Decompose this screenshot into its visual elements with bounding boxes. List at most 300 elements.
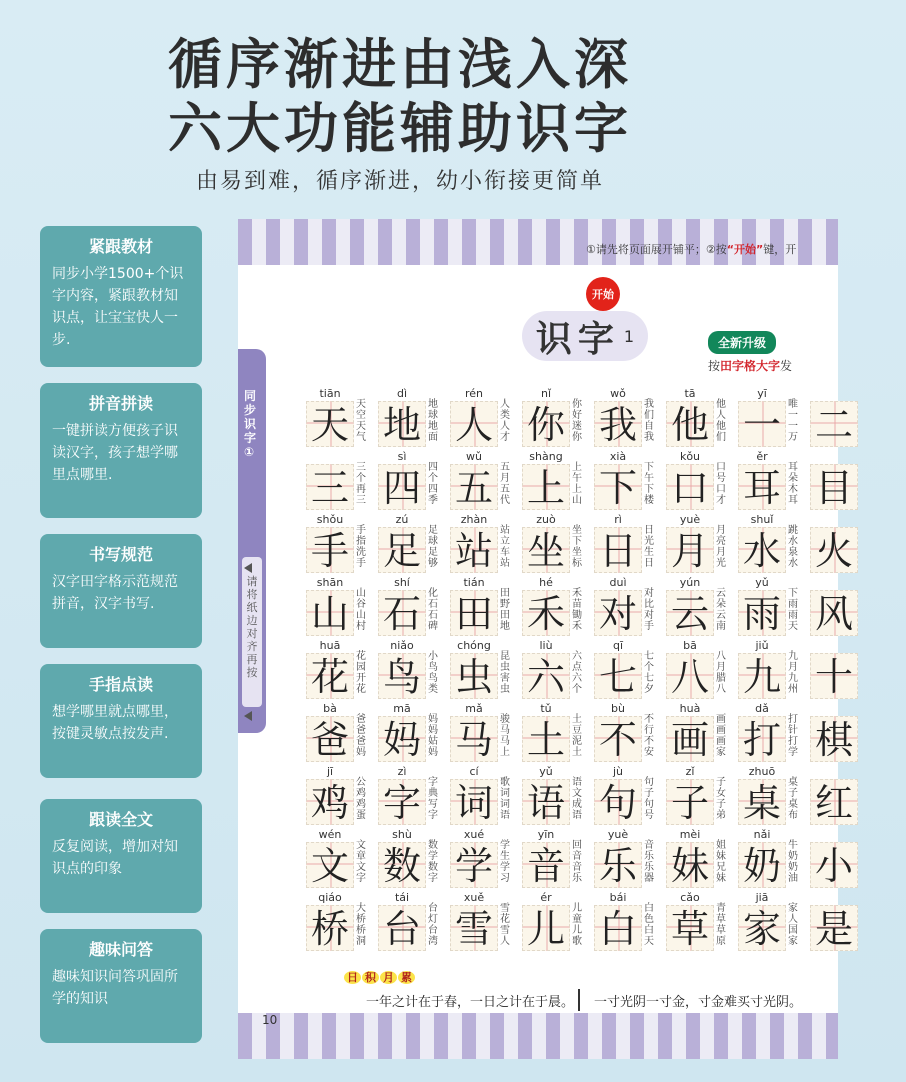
char-cell[interactable] — [738, 450, 804, 513]
char-cell[interactable] — [450, 450, 516, 513]
character[interactable]: 站 — [450, 527, 498, 573]
word[interactable]: 手指 — [356, 525, 366, 547]
character[interactable]: 人 — [450, 401, 498, 447]
char-cell[interactable] — [594, 450, 660, 513]
headline-line-1: 循序渐进由浅入深 — [168, 33, 632, 96]
word[interactable]: 四个 — [428, 462, 438, 484]
proverb[interactable]: 一年之计在于春，一日之计在于晨。 — [366, 995, 575, 1010]
char-cell[interactable] — [306, 828, 372, 891]
character[interactable]: 音 — [522, 842, 570, 888]
word[interactable]: 地面 — [428, 421, 438, 443]
char-cell[interactable] — [450, 576, 516, 639]
word[interactable]: 下雨 — [788, 588, 798, 610]
char-cell[interactable] — [594, 576, 660, 639]
pinyin: yǔ — [539, 765, 553, 778]
word[interactable]: 跳水 — [788, 525, 798, 547]
word[interactable]: 三个 — [356, 462, 366, 484]
word[interactable]: 文章 — [356, 840, 366, 862]
word[interactable]: 禾苗 — [572, 588, 582, 610]
word[interactable]: 小鸟 — [428, 651, 438, 673]
word[interactable]: 锄禾 — [572, 610, 582, 632]
char-cell[interactable] — [306, 702, 372, 765]
feature-card — [40, 664, 202, 778]
word[interactable]: 字典 — [428, 777, 438, 799]
char-cell[interactable] — [810, 387, 876, 450]
word[interactable]: 上山 — [572, 484, 582, 506]
char-cell[interactable] — [522, 702, 588, 765]
char-cell[interactable] — [306, 891, 372, 954]
character[interactable]: 儿 — [522, 905, 570, 951]
character[interactable]: 花 — [306, 653, 354, 699]
char-cell[interactable] — [450, 513, 516, 576]
character[interactable]: 十 — [810, 653, 858, 699]
character[interactable]: 风 — [810, 590, 858, 636]
char-cell[interactable] — [450, 765, 516, 828]
word[interactable]: 妈妈 — [428, 714, 438, 736]
character[interactable]: 马 — [450, 716, 498, 762]
char-cell[interactable] — [738, 828, 804, 891]
word[interactable]: 姑妈 — [428, 736, 438, 758]
char-cell[interactable] — [306, 639, 372, 702]
char-cell[interactable] — [810, 576, 876, 639]
char-cell[interactable] — [522, 639, 588, 702]
feature-card — [40, 534, 202, 648]
word[interactable]: 音乐 — [644, 840, 654, 862]
char-cell[interactable] — [738, 765, 804, 828]
headline-line-2: 六大功能辅助识字 — [168, 97, 632, 160]
char-cell[interactable] — [594, 891, 660, 954]
word[interactable]: 台湾 — [428, 925, 438, 947]
word[interactable]: 你好 — [572, 399, 582, 421]
character[interactable]: 四 — [378, 464, 426, 510]
word[interactable]: 爸妈 — [356, 736, 366, 758]
word[interactable]: 化石 — [428, 588, 438, 610]
word[interactable]: 七夕 — [644, 673, 654, 695]
word[interactable]: 洗手 — [356, 547, 366, 569]
char-cell[interactable] — [522, 513, 588, 576]
word[interactable]: 唯一 — [788, 399, 798, 421]
character[interactable]: 地 — [378, 401, 426, 447]
upgrade-note-text: 按 — [708, 359, 721, 373]
char-cell[interactable] — [738, 387, 804, 450]
word[interactable]: 青草 — [716, 903, 726, 925]
character[interactable]: 你 — [522, 401, 570, 447]
char-cell[interactable] — [810, 828, 876, 891]
word[interactable]: 泥土 — [572, 736, 582, 758]
character[interactable]: 耳 — [738, 464, 786, 510]
word[interactable]: 文字 — [356, 862, 366, 884]
word[interactable]: 九月 — [788, 651, 798, 673]
word[interactable]: 车站 — [500, 547, 510, 569]
word[interactable]: 生日 — [644, 547, 654, 569]
char-cell[interactable] — [666, 639, 732, 702]
character[interactable]: 对 — [594, 590, 642, 636]
word[interactable]: 五代 — [500, 484, 510, 506]
word[interactable]: 坐下 — [572, 525, 582, 547]
word[interactable]: 骏马 — [500, 714, 510, 736]
word[interactable]: 音乐 — [572, 862, 582, 884]
character[interactable]: 棋 — [810, 716, 858, 762]
char-cell[interactable] — [810, 765, 876, 828]
character[interactable]: 是 — [810, 905, 858, 951]
character[interactable]: 二 — [810, 401, 858, 447]
char-cell[interactable] — [378, 891, 444, 954]
word[interactable]: 鸟类 — [428, 673, 438, 695]
word[interactable]: 开花 — [356, 673, 366, 695]
char-cell[interactable] — [810, 513, 876, 576]
char-cell[interactable] — [666, 828, 732, 891]
character[interactable]: 雨 — [738, 590, 786, 636]
character[interactable]: 七 — [594, 653, 642, 699]
character[interactable]: 日 — [594, 527, 642, 573]
character[interactable]: 家 — [738, 905, 786, 951]
character[interactable]: 他 — [666, 401, 714, 447]
pinyin: cí — [469, 765, 479, 778]
word[interactable]: 花园 — [356, 651, 366, 673]
word-list — [356, 651, 372, 695]
word[interactable]: 人才 — [500, 421, 510, 443]
character[interactable]: 云 — [666, 590, 714, 636]
word[interactable]: 一万 — [788, 421, 798, 443]
char-cell[interactable] — [810, 891, 876, 954]
word[interactable]: 桌子 — [788, 777, 798, 799]
character[interactable]: 雪 — [450, 905, 498, 951]
pinyin: huà — [679, 702, 701, 715]
char-cell[interactable] — [594, 765, 660, 828]
character[interactable]: 火 — [810, 527, 858, 573]
character[interactable]: 乐 — [594, 842, 642, 888]
word[interactable]: 歌词 — [500, 777, 510, 799]
character[interactable]: 小 — [810, 842, 858, 888]
char-cell[interactable] — [522, 765, 588, 828]
char-cell[interactable] — [522, 387, 588, 450]
word[interactable]: 画家 — [716, 736, 726, 758]
word[interactable]: 学生 — [500, 840, 510, 862]
word[interactable]: 不安 — [644, 736, 654, 758]
daily-tag-char: 积 — [362, 971, 379, 984]
character[interactable]: 词 — [450, 779, 498, 825]
word[interactable]: 学习 — [500, 862, 510, 884]
word[interactable]: 草原 — [716, 925, 726, 947]
word[interactable]: 迷你 — [572, 421, 582, 443]
char-cell[interactable] — [738, 639, 804, 702]
character[interactable]: 句 — [594, 779, 642, 825]
char-cell[interactable] — [306, 513, 372, 576]
word[interactable]: 木耳 — [788, 484, 798, 506]
character[interactable]: 足 — [378, 527, 426, 573]
word[interactable]: 口才 — [716, 484, 726, 506]
pinyin: chóng — [457, 639, 491, 652]
word[interactable]: 耳朵 — [788, 462, 798, 484]
word[interactable]: 乐器 — [644, 862, 654, 884]
word-list — [644, 399, 660, 443]
character[interactable]: 台 — [378, 905, 426, 951]
char-cell[interactable] — [666, 891, 732, 954]
character[interactable]: 水 — [738, 527, 786, 573]
char-cell[interactable] — [378, 450, 444, 513]
start-button[interactable]: 开始 — [586, 277, 620, 311]
word[interactable]: 足球 — [428, 525, 438, 547]
character[interactable]: 天 — [306, 401, 354, 447]
char-cell[interactable] — [666, 513, 732, 576]
character[interactable]: 月 — [666, 527, 714, 573]
word-list — [788, 777, 804, 821]
word[interactable]: 牛奶 — [788, 840, 798, 862]
word[interactable]: 石碑 — [428, 610, 438, 632]
char-cell[interactable] — [738, 891, 804, 954]
word[interactable]: 对比 — [644, 588, 654, 610]
word[interactable]: 回音 — [572, 840, 582, 862]
word[interactable]: 六个 — [572, 673, 582, 695]
character[interactable]: 山 — [306, 590, 354, 636]
word[interactable]: 昆虫 — [500, 651, 510, 673]
character[interactable]: 禾 — [522, 590, 570, 636]
word[interactable]: 公鸡 — [356, 777, 366, 799]
word[interactable]: 桌布 — [788, 799, 798, 821]
char-cell[interactable] — [522, 450, 588, 513]
instruction-text-2: 键，开 — [763, 243, 797, 256]
char-cell[interactable] — [378, 702, 444, 765]
lesson-number: 1 — [623, 326, 635, 346]
character[interactable]: 鸡 — [306, 779, 354, 825]
word[interactable]: 白色 — [644, 903, 654, 925]
word[interactable]: 桥洞 — [356, 925, 366, 947]
char-cell[interactable] — [450, 639, 516, 702]
char-cell[interactable] — [666, 576, 732, 639]
character[interactable]: 桥 — [306, 905, 354, 951]
char-cell[interactable] — [522, 891, 588, 954]
word[interactable]: 句号 — [644, 799, 654, 821]
char-cell[interactable] — [810, 450, 876, 513]
char-cell[interactable] — [450, 387, 516, 450]
word[interactable]: 六点 — [572, 651, 582, 673]
word[interactable]: 兄妹 — [716, 862, 726, 884]
word[interactable]: 地球 — [428, 399, 438, 421]
word[interactable]: 四季 — [428, 484, 438, 506]
character[interactable]: 妈 — [378, 716, 426, 762]
word[interactable]: 雪花 — [500, 903, 510, 925]
word[interactable]: 白天 — [644, 925, 654, 947]
character[interactable]: 学 — [450, 842, 498, 888]
word[interactable]: 对手 — [644, 610, 654, 632]
word[interactable]: 月亮 — [716, 525, 726, 547]
word[interactable]: 数学 — [428, 840, 438, 862]
word[interactable]: 子女 — [716, 777, 726, 799]
char-cell[interactable] — [594, 828, 660, 891]
char-cell[interactable] — [378, 513, 444, 576]
word[interactable]: 爸爸 — [356, 714, 366, 736]
character[interactable]: 爸 — [306, 716, 354, 762]
character[interactable]: 八 — [666, 653, 714, 699]
character[interactable]: 一 — [738, 401, 786, 447]
upgrade-note-red: 田字格大字 — [720, 359, 781, 373]
character[interactable]: 虫 — [450, 653, 498, 699]
pinyin: shàng — [529, 450, 563, 463]
character[interactable]: 打 — [738, 716, 786, 762]
word[interactable]: 云朵 — [716, 588, 726, 610]
char-cell[interactable] — [306, 387, 372, 450]
word[interactable]: 日光 — [644, 525, 654, 547]
word[interactable]: 他们 — [716, 421, 726, 443]
word[interactable]: 坐标 — [572, 547, 582, 569]
word[interactable]: 数字 — [428, 862, 438, 884]
char-cell[interactable] — [450, 891, 516, 954]
word[interactable]: 山谷 — [356, 588, 366, 610]
character[interactable]: 桌 — [738, 779, 786, 825]
char-cell[interactable] — [738, 576, 804, 639]
character[interactable]: 目 — [810, 464, 858, 510]
arrow-left-icon — [244, 711, 252, 721]
character[interactable]: 九 — [738, 653, 786, 699]
character[interactable]: 五 — [450, 464, 498, 510]
word[interactable]: 人类 — [500, 399, 510, 421]
character[interactable]: 红 — [810, 779, 858, 825]
character[interactable]: 文 — [306, 842, 354, 888]
word[interactable]: 不行 — [644, 714, 654, 736]
word[interactable]: 大桥 — [356, 903, 366, 925]
word[interactable]: 八月 — [716, 651, 726, 673]
char-cell[interactable] — [594, 702, 660, 765]
character[interactable]: 三 — [306, 464, 354, 510]
word[interactable]: 山村 — [356, 610, 366, 632]
character[interactable]: 子 — [666, 779, 714, 825]
word[interactable]: 泉水 — [788, 547, 798, 569]
character[interactable]: 草 — [666, 905, 714, 951]
character[interactable]: 不 — [594, 716, 642, 762]
character[interactable]: 下 — [594, 464, 642, 510]
word-list — [356, 588, 372, 632]
word[interactable]: 姐妹 — [716, 840, 726, 862]
character[interactable]: 石 — [378, 590, 426, 636]
word[interactable]: 儿歌 — [572, 925, 582, 947]
char-cell[interactable] — [666, 702, 732, 765]
word[interactable]: 台灯 — [428, 903, 438, 925]
char-cell[interactable] — [738, 702, 804, 765]
character[interactable]: 语 — [522, 779, 570, 825]
word[interactable]: 再三 — [356, 484, 366, 506]
word[interactable]: 国家 — [788, 925, 798, 947]
word[interactable]: 打学 — [788, 736, 798, 758]
char-cell[interactable] — [594, 639, 660, 702]
word[interactable]: 天气 — [356, 421, 366, 443]
word[interactable]: 句子 — [644, 777, 654, 799]
word[interactable]: 子弟 — [716, 799, 726, 821]
word[interactable]: 雪人 — [500, 925, 510, 947]
word[interactable]: 足够 — [428, 547, 438, 569]
char-cell[interactable] — [810, 702, 876, 765]
character[interactable]: 土 — [522, 716, 570, 762]
word-list — [356, 462, 372, 506]
word[interactable]: 七个 — [644, 651, 654, 673]
proverb[interactable]: 一寸光阴一寸金，寸金难买寸光阴。 — [594, 995, 803, 1010]
word[interactable]: 奶油 — [788, 862, 798, 884]
character[interactable]: 奶 — [738, 842, 786, 888]
word[interactable]: 云南 — [716, 610, 726, 632]
char-cell[interactable] — [738, 513, 804, 576]
word[interactable]: 天空 — [356, 399, 366, 421]
word[interactable]: 写字 — [428, 799, 438, 821]
word[interactable]: 田野 — [500, 588, 510, 610]
pinyin: mèi — [679, 828, 701, 841]
char-cell[interactable] — [378, 828, 444, 891]
char-cell[interactable] — [522, 828, 588, 891]
pinyin: mǎ — [465, 702, 483, 715]
feature-desc: 一键拼读方便孩子识读汉字，孩子想学哪里点哪里. — [52, 423, 178, 483]
character[interactable]: 我 — [594, 401, 642, 447]
word[interactable]: 家人 — [788, 903, 798, 925]
word[interactable]: 九州 — [788, 673, 798, 695]
char-cell[interactable] — [450, 702, 516, 765]
word[interactable]: 他人 — [716, 399, 726, 421]
word[interactable]: 打针 — [788, 714, 798, 736]
word[interactable]: 雨天 — [788, 610, 798, 632]
character[interactable]: 上 — [522, 464, 570, 510]
char-cell[interactable] — [594, 387, 660, 450]
word[interactable]: 五月 — [500, 462, 510, 484]
char-cell[interactable] — [378, 639, 444, 702]
word[interactable]: 站立 — [500, 525, 510, 547]
character[interactable]: 口 — [666, 464, 714, 510]
char-cell[interactable] — [666, 387, 732, 450]
character[interactable]: 六 — [522, 653, 570, 699]
char-cell[interactable] — [306, 576, 372, 639]
word[interactable]: 害虫 — [500, 673, 510, 695]
word-list — [572, 714, 588, 758]
char-cell[interactable] — [378, 387, 444, 450]
word[interactable]: 月光 — [716, 547, 726, 569]
char-cell[interactable] — [450, 828, 516, 891]
word-list — [644, 588, 660, 632]
char-cell[interactable] — [522, 576, 588, 639]
char-cell[interactable] — [306, 765, 372, 828]
character[interactable]: 妹 — [666, 842, 714, 888]
word[interactable]: 自我 — [644, 421, 654, 443]
character[interactable]: 坐 — [522, 527, 570, 573]
word[interactable]: 语文 — [572, 777, 582, 799]
character[interactable]: 白 — [594, 905, 642, 951]
word[interactable]: 土豆 — [572, 714, 582, 736]
character[interactable]: 画 — [666, 716, 714, 762]
character[interactable]: 田 — [450, 590, 498, 636]
word[interactable]: 上午 — [572, 462, 582, 484]
char-cell[interactable] — [378, 576, 444, 639]
pinyin: dǎ — [755, 702, 769, 715]
word[interactable]: 马上 — [500, 736, 510, 758]
character[interactable]: 手 — [306, 527, 354, 573]
word[interactable]: 我们 — [644, 399, 654, 421]
char-cell[interactable] — [810, 639, 876, 702]
char-cell[interactable] — [666, 450, 732, 513]
char-cell[interactable] — [306, 450, 372, 513]
word[interactable]: 下午 — [644, 462, 654, 484]
word[interactable]: 儿童 — [572, 903, 582, 925]
word-list — [572, 840, 588, 884]
word[interactable]: 口号 — [716, 462, 726, 484]
word[interactable]: 词语 — [500, 799, 510, 821]
character[interactable]: 字 — [378, 779, 426, 825]
char-cell[interactable] — [378, 765, 444, 828]
word[interactable]: 下楼 — [644, 484, 654, 506]
char-cell[interactable] — [666, 765, 732, 828]
word[interactable]: 鸡蛋 — [356, 799, 366, 821]
word[interactable]: 画画 — [716, 714, 726, 736]
char-cell[interactable] — [594, 513, 660, 576]
character[interactable]: 数 — [378, 842, 426, 888]
word[interactable]: 田地 — [500, 610, 510, 632]
word[interactable]: 腊八 — [716, 673, 726, 695]
character[interactable]: 鸟 — [378, 653, 426, 699]
word[interactable]: 成语 — [572, 799, 582, 821]
